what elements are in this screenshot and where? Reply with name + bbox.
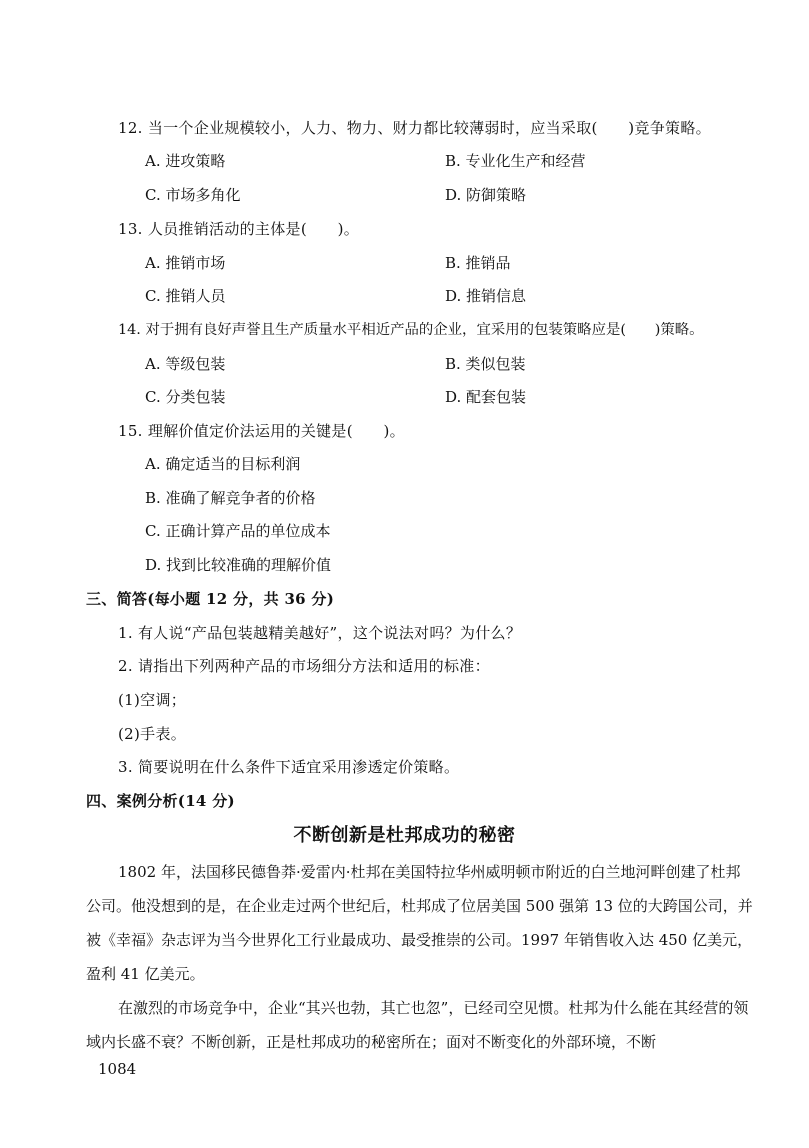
section-3-item-3: 3. 简要说明在什么条件下适宜采用渗透定价策略。 [118,758,460,776]
question-12-option-d: D. 防御策略 [445,186,527,204]
question-12-option-b: B. 专业化生产和经营 [445,152,586,170]
question-13-option-c: C. 推销人员 [145,287,226,305]
case-title: 不断创新是杜邦成功的秘密 [293,825,516,846]
question-15-option-c: C. 正确计算产品的单位成本 [145,522,331,540]
question-13-option-d: D. 推销信息 [445,287,527,305]
question-15-option-a: A. 确定适当的目标利润 [145,455,301,473]
question-14-option-c: C. 分类包装 [145,388,226,406]
question-14-option-d: D. 配套包装 [445,388,527,406]
question-12-option-c: C. 市场多角化 [145,186,241,204]
case-paragraph-2: 在激烈的市场竞争中，企业“其兴也勃，其亡也忽”，已经司空见惯。杜邦为什么能在其经营的领域内长盛不衰？不断创新，正是杜邦成功的秘密所在；面对不断变化的外部环境，不断 [86,999,749,1051]
question-14-stem: 14. 对于拥有良好声誉且生产质量水平相近产品的企业，宜采用的包装策略应是( )策略。 [118,322,704,338]
section-3-item-2-sub-2: (2)手表。 [118,725,187,743]
question-12-stem: 12. 当一个企业规模较小，人力、物力、财力都比较薄弱时，应当采取( )竞争策略。 [118,119,711,137]
page-number: 1084 [98,1060,137,1078]
section-4-heading: 四、案例分析(14 分) [86,792,235,810]
question-13-option-a: A. 推销市场 [145,254,226,272]
question-15-stem: 15. 理解价值定价法运用的关键是( )。 [118,422,405,440]
section-3-item-2: 2. 请指出下列两种产品的市场细分方法和适用的标准： [118,657,490,675]
question-12-option-a: A. 进攻策略 [145,152,226,170]
question-13-stem: 13. 人员推销活动的主体是( )。 [118,220,360,238]
question-15-option-d: D. 找到比较准确的理解价值 [145,556,332,574]
section-3-item-1: 1. 有人说“产品包装越精美越好”，这个说法对吗？为什么？ [118,624,522,642]
section-3-heading: 三、简答(每小题 12 分，共 36 分) [86,590,335,608]
question-15-option-b: B. 准确了解竞争者的价格 [145,489,316,507]
section-3-item-2-sub-1: (1)空调； [118,691,187,709]
question-14-option-a: A. 等级包装 [145,355,226,373]
case-paragraph-1: 1802 年，法国移民德鲁莽·爱雷内·杜邦在美国特拉华州威明顿市附近的白兰地河畔创建了杜邦公司。他没想到的是，在企业走过两个世纪后，杜邦成了位居美国 500 强第 13 位的大跨国公司，并被《幸福》杂志评为当今世界化工行业最成功、最受推崇的公司。1997 年销售收入达 450 亿美元，盈利 41 亿美元。 [86,863,753,983]
question-13-option-b: B. 推销品 [445,254,511,272]
question-14-option-b: B. 类似包装 [445,355,526,373]
